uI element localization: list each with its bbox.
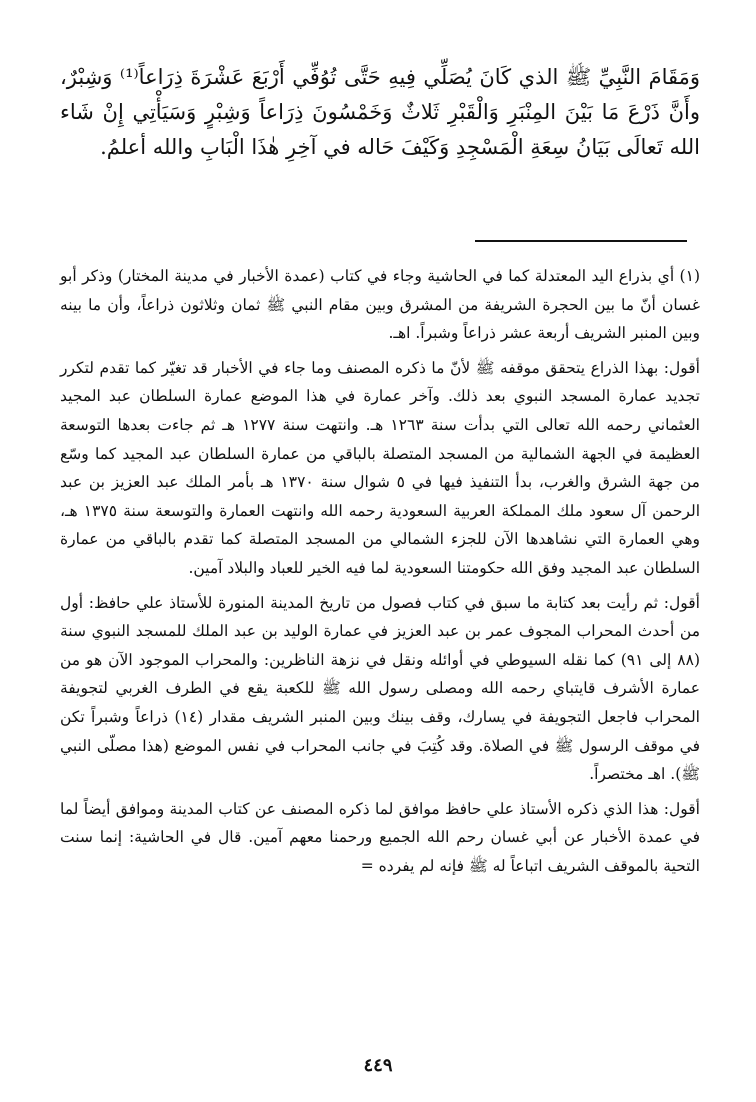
- page-number: ٤٤٩: [363, 1055, 393, 1076]
- main-text: [60, 60, 700, 165]
- footnote-1: (١) أي بذراع اليد المعتدلة كما في الحاشية وجاء في كتاب (عمدة الأخبار في مدينة المختار) وذكر أبو غسان أنّ ما بين الحجرة الشريفة من المشرق وبين مقام النبي ﷺ ثمان وثلاثون ذراعاً، وأن ما بينه وبين المنبر الشريف أربعة عشر ذراعاً وشبراً. اهـ.: [60, 267, 700, 343]
- footnote-comment-3: أقول: هذا الذي ذكره الأستاذ علي حافظ موافق لما ذكره المصنف عن كتاب المدينة وموافق أيضاً لما في عمدة الأخبار عن أبي غسان رحم الله الجميع ورحمنا معهم آمين. قال في الحاشية: إنما سنت التحية بالموقف الشريف اتباعاً له ﷺ فإنه لم يفرده =: [60, 799, 700, 875]
- footnote-comment-1: أقول: بهذا الذراع يتحقق موقفه ﷺ لأنّ ما ذكره المصنف وما جاء في الأخبار قد تغيّر كما تقدم لتكرر تجديد عمارة المسجد النبوي بعد ذلك. وآخر عمارة في هذا الموضع عمارة السلطان عبد المجيد العثماني رحمه الله تعالى التي بدأت سنة ١٢٦٣ هـ. وانتهت سنة ١٢٧٧ هـ ثم جاءت بعدها التوسعة العظيمة في الجهة الشمالية من المسجد المتصلة بالباقي من عمارة السلطان عبد المجيد كما وسّع من جهة الشرق والغرب، بدأ التنفيذ فيها في ٥ شوال سنة ١٣٧٠ هـ بأمر الملك عبد العزيز بن عبد الرحمن آل سعود ملك المملكة العربية السعودية رحمه الله وانتهت العمارة والتوسعة سنة ١٣٧٥ هـ، وهي العمارة التي نشاهدها الآن للجزء الشمالي من المسجد المتصلة كما تقدم بالباقي من عمارة السلطان عبد المجيد وفق الله حكومتنا السعودية لما فيه الخير للعباد والبلاد آمين.: [60, 358, 700, 577]
- main-paragraph: وَمَقَامَ النَّبِيِّ ﷺ الذي كَانَ يُصَلِّي فِيهِ حَتَّى تُوُفِّي أَرْبَعَ عَشْرَةَ ذِرَاعاً⁽¹⁾ وَشِبْرٌ، وأَنَّ ذَرْعَ مَا بَيْنَ المِنْبَرِ وَالْقَبْرِ ثَلاثٌ وَخَمْسُونَ ذِرَاعاً وَشِبْرٍ وَسَيَأْتِي إِنْ شَاء الله تَعالَى بَيَانُ سِعَةِ الْمَسْجِدِ وَكَيْفَ حَاله في آخِرِ هٰذَا الْبَابِ والله أعلمُ.: [60, 65, 700, 159]
- footnote-comment-2: أقول: ثم رأيت بعد كتابة ما سبق في كتاب فصول من تاريخ المدينة المنورة للأستاذ علي حافظ: أول من أحدث المحراب المجوف عمر بن عبد العزيز في عمارة الوليد بن عبد الملك للمسجد النبوي سنة (٨٨ إلى ٩١) كما نقله السيوطي في أوائله ونقل في نزهة الناظرين: والمحراب الموجود الآن هو من عمارة الأشرف قايتباي رحمه الله ومصلى رسول الله ﷺ للكعبة يقع في الطرف الغربي لتجويفة المحراب فاجعل التجويفة في يسارك، وقف بينك وبين المنبر الشريف مقدار (١٤) ذراعاً وشبراً تكن في موقف الرسول ﷺ في الصلاة. وقد كُتِبَ في جانب المحراب في نفس الموضع (هذا مصلّى النبي ﷺ). اهـ مختصراً.: [60, 593, 700, 784]
- footnotes: [60, 262, 700, 886]
- footnote-separator: [475, 240, 687, 242]
